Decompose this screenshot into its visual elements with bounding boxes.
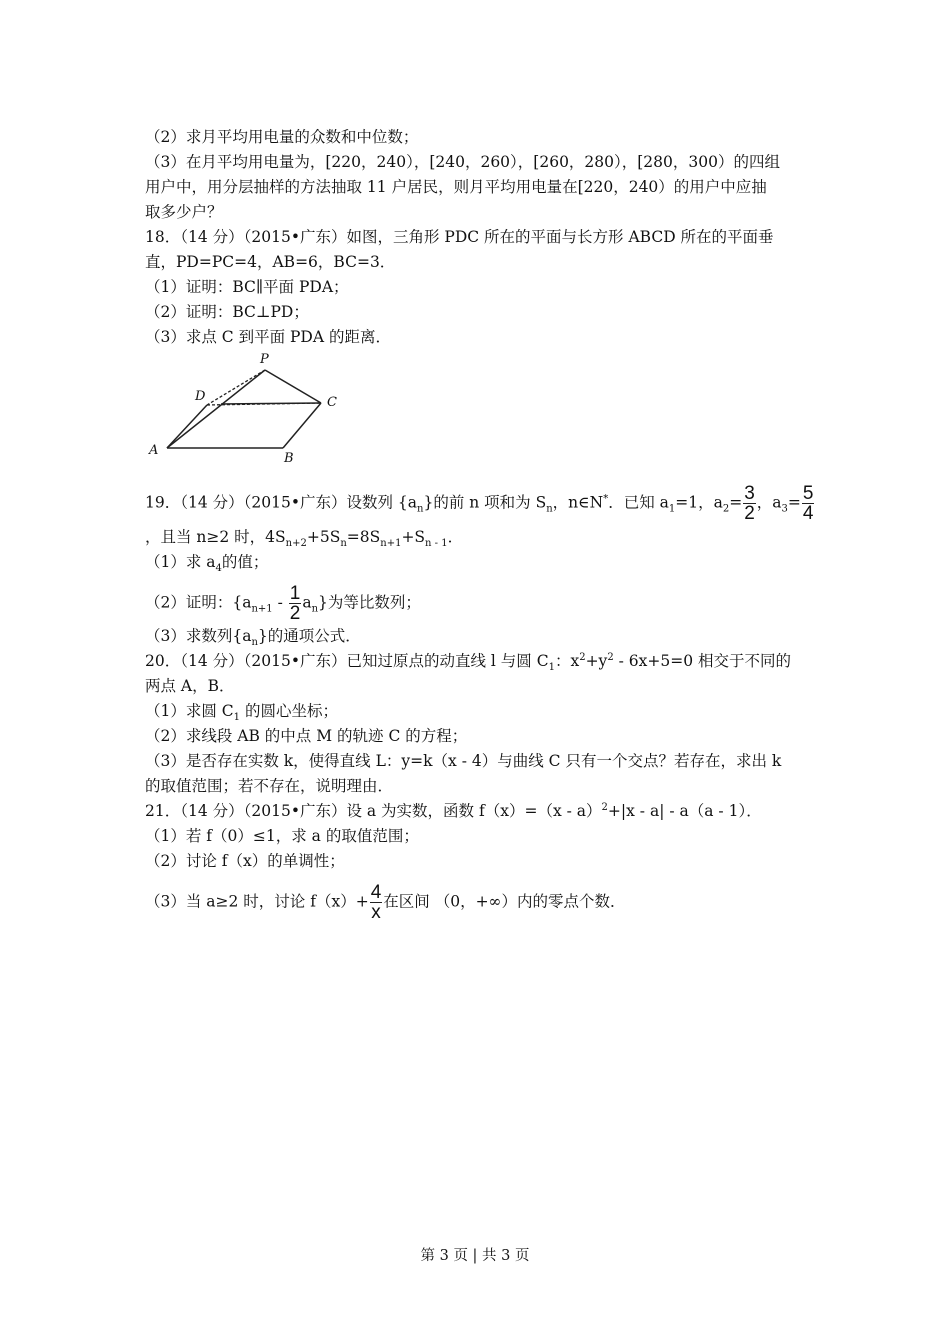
- q18-stem-line2: 直，PD=PC=4，AB=6，BC=3．: [145, 253, 396, 271]
- q21-stem: 21．（14 分）（2015•广东）设 a 为实数，函数 f（x）=（x - a）$^2$+|x - a| - a（a - 1）．: [145, 801, 762, 820]
- q21-part3: （3）当 a≥2 时，讨论 f（x）+ $\frac{4}{x}$ 在区间 （0，+∞）内的零点个数．: [145, 882, 626, 923]
- q19-stem-line1: 19．（14 分）（2015•广东）设数列 $\{a_n\}$的前 n 项和为 $S_n$，n∈N*．已知 $a_1=1$，$a_2=$ $\frac{3}{2}$ ，$a_3=$ $\frac{5}{4}$: [145, 483, 814, 524]
- pyramid-figure: [143, 348, 353, 466]
- q18-part1: （1）证明：BC∥平面 PDA；: [145, 278, 349, 296]
- q17-part3-line1: （3）在月平均用电量为，[220，240），[240，260），[260，280），[280，300）的四组: [145, 153, 780, 171]
- edge-PA: [167, 370, 265, 448]
- q21-part1: （1）若 f（0）≤1，求 a 的取值范围；: [145, 827, 419, 845]
- label-P: P: [260, 352, 269, 367]
- fraction-a2: $\frac{3}{2}$: [744, 483, 755, 524]
- q19-part2: （2）证明：{$a_{n+1}$ - $\frac{1}{2}$ $a_n$}为等比数列；: [145, 583, 421, 624]
- q17-part3-line2: 用户中，用分层抽样的方法抽取 11 户居民，则月平均用电量在[220，240）的用户中应抽: [145, 178, 767, 196]
- q17-part3-line3: 取多少户？: [145, 203, 223, 221]
- q20-stem-line1: 20．（14 分）（2015•广东）已知过原点的动直线 l 与圆 $C_1$：$x^2+y^2 - 6x+5=0$ 相交于不同的: [145, 651, 792, 674]
- q20-part3-line2: 的取值范围；若不存在，说明理由．: [145, 777, 394, 795]
- q19-part1: （1）求 $a_4$的值；: [145, 553, 269, 575]
- edge-BC: [283, 403, 321, 448]
- edge-PD: [207, 370, 265, 405]
- label-A: A: [149, 443, 159, 458]
- page-footer: 第 3 页 | 共 3 页: [420, 1248, 530, 1264]
- edge-AC-visible: [221, 403, 321, 404]
- q20-part2: （2）求线段 AB 的中点 M 的轨迹 C 的方程；: [145, 727, 468, 745]
- q21-part2: （2）讨论 f（x）的单调性；: [145, 852, 345, 870]
- fraction-4-over-x: $\frac{4}{x}$: [370, 882, 382, 923]
- q20-part3-line1: （3）是否存在实数 k，使得直线 L：y=k（x - 4）与曲线 C 只有一个交点？若存在，求出 k: [145, 752, 782, 770]
- q18-part3: （3）求点 C 到平面 PDA 的距离．: [145, 328, 391, 346]
- q18-stem-line1: 18．（14 分）（2015•广东）如图，三角形 PDC 所在的平面与长方形 ABCD 所在的平面垂: [145, 228, 774, 246]
- fraction-a3: $\frac{5}{4}$: [802, 483, 814, 524]
- q20-part1: （1）求圆 $C_1$ 的圆心坐标；: [145, 702, 338, 724]
- q20-stem-line2: 两点 A，B．: [145, 677, 235, 695]
- edge-PC: [265, 370, 321, 403]
- q17-part2: （2）求月平均用电量的众数和中位数；: [145, 128, 419, 146]
- label-B: B: [284, 451, 294, 466]
- q19-part3: （3）求数列$\{a_n\}$的通项公式．: [145, 627, 361, 649]
- edge-AD: [167, 405, 207, 448]
- label-C: C: [327, 395, 337, 410]
- q18-part2: （2）证明：BC⊥PD；: [145, 303, 309, 321]
- q19-stem-line2: ，且当 n≥2 时，$4S_{n+2}+5S_n=8S_{n+1}+S_{n - 1}$．: [145, 528, 464, 550]
- label-D: D: [195, 389, 206, 404]
- fraction-half: $\frac{1}{2}$: [289, 583, 301, 624]
